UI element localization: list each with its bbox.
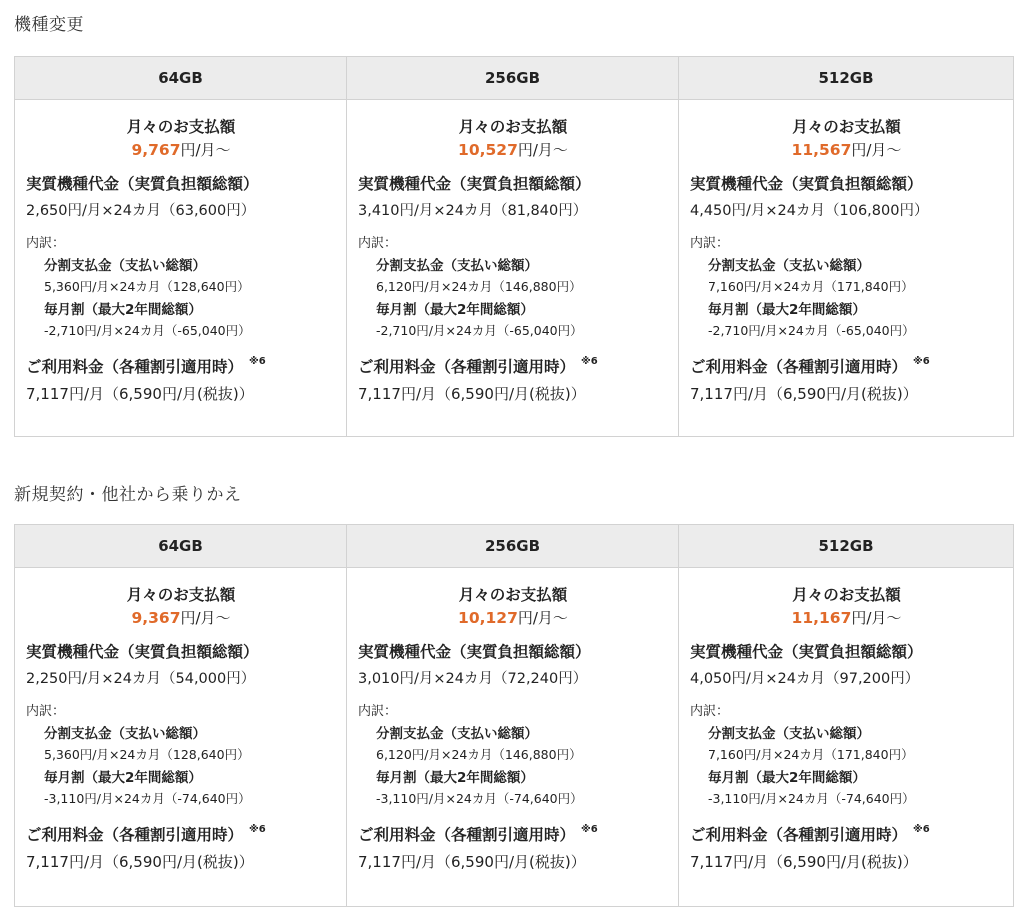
capacity-header: 256GB (347, 57, 679, 100)
effective-price-label: 実質機種代金（実質負担額総額） (26, 643, 259, 661)
price-cell (679, 100, 1014, 437)
section-title-model-change: 機種変更 (14, 15, 84, 35)
breakdown-label: 内訳： (358, 236, 398, 251)
breakdown-list (690, 724, 1003, 809)
installment-value: 6,120円/月×24カ月（146,880円） (376, 747, 582, 762)
breakdown-label: 内訳： (690, 236, 730, 251)
monthly-payment-price (690, 139, 1003, 161)
monthly-discount-value: -3,110円/月×24カ月（-74,640円） (44, 791, 251, 806)
installment-label: 分割支払金（支払い総額） (708, 726, 870, 742)
monthly-suffix: 円/月〜 (180, 609, 231, 627)
footnote-marker: ※6 (913, 824, 930, 835)
table-row (15, 100, 1014, 437)
capacity-header: 512GB (679, 57, 1014, 100)
table-header-row (15, 57, 1014, 100)
monthly-discount-label: 毎月割（最大2年間総額） (44, 302, 202, 318)
installment-value: 5,360円/月×24カ月（128,640円） (44, 747, 250, 762)
usage-fee-label (690, 819, 1003, 846)
footnote-marker: ※6 (249, 824, 266, 835)
breakdown-label: 内訳： (358, 704, 398, 719)
usage-fee-label-text: ご利用料金（各種割引適用時） (26, 358, 244, 376)
usage-fee-label-text: ご利用料金（各種割引適用時） (690, 826, 908, 844)
monthly-amount: 11,567 (791, 141, 852, 159)
breakdown-list (690, 256, 1003, 341)
monthly-payment-label: 月々のお支払額 (458, 118, 568, 136)
monthly-payment-label: 月々のお支払額 (792, 118, 901, 136)
usage-fee-label (26, 351, 336, 378)
installment-value: 5,360円/月×24カ月（128,640円） (44, 279, 250, 294)
monthly-discount-value: -3,110円/月×24カ月（-74,640円） (708, 791, 915, 806)
usage-fee-value: 7,117円/月（6,590円/月(税抜)） (358, 853, 586, 871)
monthly-payment-label: 月々のお支払額 (458, 586, 568, 604)
monthly-suffix: 円/月〜 (180, 141, 231, 159)
monthly-suffix: 円/月〜 (517, 141, 568, 159)
monthly-suffix: 円/月〜 (517, 609, 568, 627)
usage-fee-value: 7,117円/月（6,590円/月(税抜)） (26, 385, 254, 403)
monthly-payment-price (690, 607, 1003, 629)
monthly-amount: 10,527 (458, 141, 518, 159)
monthly-discount-value: -3,110円/月×24カ月（-74,640円） (376, 791, 583, 806)
effective-price-label: 実質機種代金（実質負担額総額） (690, 643, 923, 661)
usage-fee-label-text: ご利用料金（各種割引適用時） (690, 358, 908, 376)
installment-label: 分割支払金（支払い総額） (708, 258, 870, 274)
footnote-marker: ※6 (581, 824, 598, 835)
usage-fee-value: 7,117円/月（6,590円/月(税抜)） (26, 853, 254, 871)
installment-value: 7,160円/月×24カ月（171,840円） (708, 279, 914, 294)
effective-price-value: 3,410円/月×24カ月（81,840円） (358, 203, 588, 219)
effective-price-value: 3,010円/月×24カ月（72,240円） (358, 671, 588, 687)
usage-fee-value: 7,117円/月（6,590円/月(税抜)） (358, 385, 586, 403)
footnote-marker: ※6 (249, 356, 266, 367)
usage-fee-label-text: ご利用料金（各種割引適用時） (358, 358, 576, 376)
breakdown-list (26, 256, 336, 341)
price-cell (347, 100, 679, 437)
monthly-discount-value: -2,710円/月×24カ月（-65,040円） (44, 323, 251, 338)
installment-label: 分割支払金（支払い総額） (44, 258, 206, 274)
price-table-new-contract (14, 524, 1014, 907)
monthly-suffix: 円/月〜 (851, 609, 902, 627)
monthly-discount-value: -2,710円/月×24カ月（-65,040円） (376, 323, 583, 338)
price-cell (347, 568, 679, 907)
usage-fee-value: 7,117円/月（6,590円/月(税抜)） (690, 853, 918, 871)
monthly-discount-label: 毎月割（最大2年間総額） (376, 770, 534, 786)
effective-price-label: 実質機種代金（実質負担額総額） (358, 643, 591, 661)
effective-price-value: 2,650円/月×24カ月（63,600円） (26, 203, 256, 219)
breakdown-label: 内訳： (26, 236, 66, 251)
capacity-header: 64GB (15, 57, 347, 100)
section-title-new-contract: 新規契約・他社から乗りかえ (14, 485, 242, 505)
installment-label: 分割支払金（支払い総額） (376, 258, 538, 274)
usage-fee-label (26, 819, 336, 846)
monthly-payment-price (26, 607, 336, 629)
monthly-payment-price (358, 139, 668, 161)
monthly-discount-value: -2,710円/月×24カ月（-65,040円） (708, 323, 915, 338)
effective-price-label: 実質機種代金（実質負担額総額） (690, 175, 923, 193)
monthly-amount: 9,367 (131, 609, 181, 627)
capacity-header: 64GB (15, 525, 347, 568)
breakdown-label: 内訳： (690, 704, 730, 719)
breakdown-list (358, 256, 668, 341)
monthly-payment-label: 月々のお支払額 (126, 118, 236, 136)
monthly-payment-label: 月々のお支払額 (126, 586, 236, 604)
monthly-amount: 10,127 (458, 609, 518, 627)
effective-price-value: 2,250円/月×24カ月（54,000円） (26, 671, 256, 687)
monthly-payment-label: 月々のお支払額 (792, 586, 901, 604)
usage-fee-label-text: ご利用料金（各種割引適用時） (26, 826, 244, 844)
monthly-discount-label: 毎月割（最大2年間総額） (376, 302, 534, 318)
usage-fee-label (690, 351, 1003, 378)
monthly-amount: 9,767 (131, 141, 181, 159)
usage-fee-value: 7,117円/月（6,590円/月(税抜)） (690, 385, 918, 403)
price-cell (15, 100, 347, 437)
breakdown-label: 内訳： (26, 704, 66, 719)
capacity-header: 256GB (347, 525, 679, 568)
monthly-discount-label: 毎月割（最大2年間総額） (708, 302, 866, 318)
table-header-row (15, 525, 1014, 568)
monthly-payment-price (358, 607, 668, 629)
installment-value: 6,120円/月×24カ月（146,880円） (376, 279, 582, 294)
breakdown-list (26, 724, 336, 809)
effective-price-label: 実質機種代金（実質負担額総額） (26, 175, 259, 193)
effective-price-value: 4,450円/月×24カ月（106,800円） (690, 203, 929, 219)
installment-label: 分割支払金（支払い総額） (376, 726, 538, 742)
effective-price-value: 4,050円/月×24カ月（97,200円） (690, 671, 920, 687)
price-cell (15, 568, 347, 907)
footnote-marker: ※6 (581, 356, 598, 367)
usage-fee-label (358, 351, 668, 378)
capacity-header: 512GB (679, 525, 1014, 568)
effective-price-label: 実質機種代金（実質負担額総額） (358, 175, 591, 193)
price-table-model-change (14, 56, 1014, 437)
footnote-marker: ※6 (913, 356, 930, 367)
installment-label: 分割支払金（支払い総額） (44, 726, 206, 742)
table-row (15, 568, 1014, 907)
usage-fee-label-text: ご利用料金（各種割引適用時） (358, 826, 576, 844)
monthly-amount: 11,167 (791, 609, 852, 627)
monthly-discount-label: 毎月割（最大2年間総額） (708, 770, 866, 786)
breakdown-list (358, 724, 668, 809)
price-cell (679, 568, 1014, 907)
installment-value: 7,160円/月×24カ月（171,840円） (708, 747, 914, 762)
monthly-discount-label: 毎月割（最大2年間総額） (44, 770, 202, 786)
usage-fee-label (358, 819, 668, 846)
monthly-suffix: 円/月〜 (851, 141, 902, 159)
monthly-payment-price (26, 139, 336, 161)
